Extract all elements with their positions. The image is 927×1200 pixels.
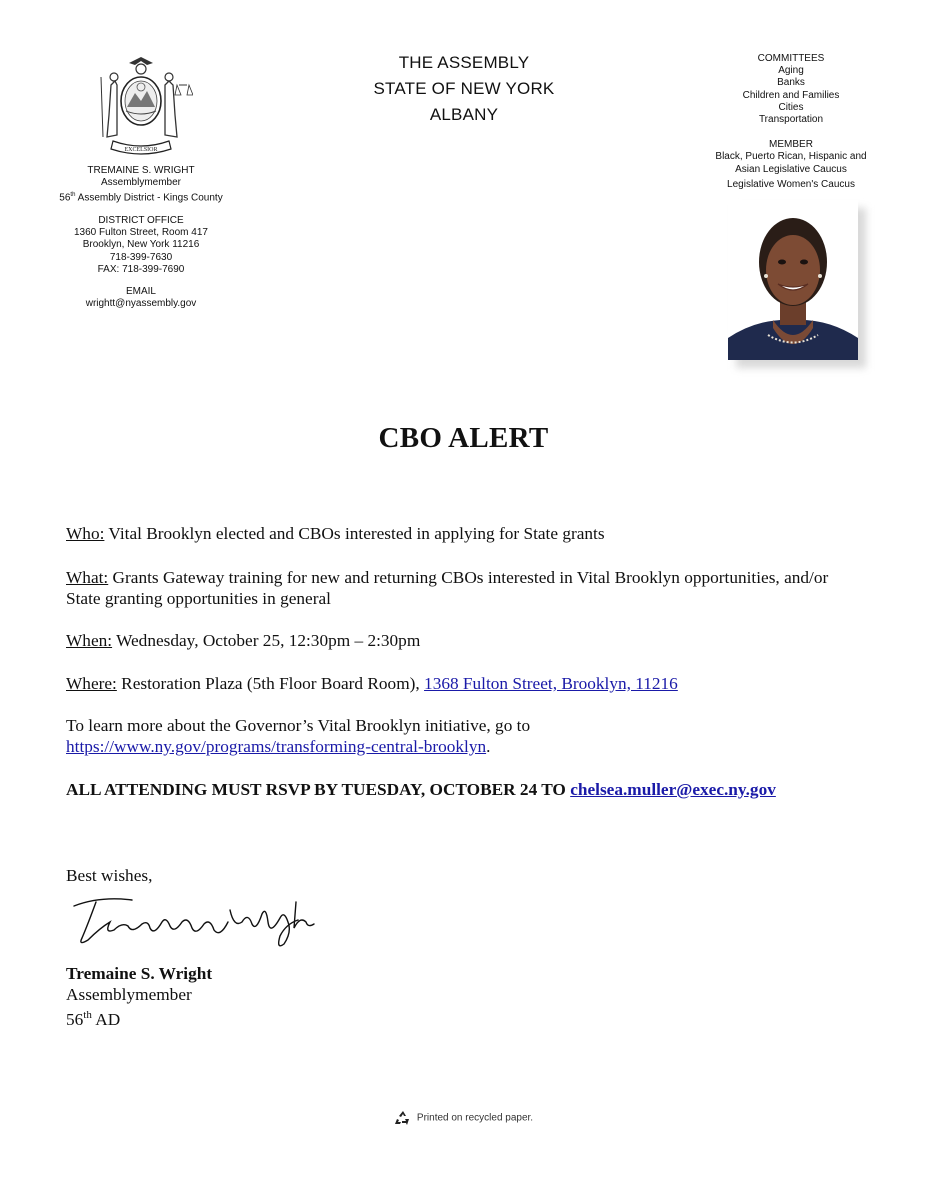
learn-more-period: . [486,737,491,756]
signature-image [70,892,320,954]
office-address-line2: Brooklyn, New York 11216 [82,239,200,251]
member-name: TREMAINE S. WRIGHT [87,165,195,176]
recycle-icon [394,1110,412,1126]
right-header [700,53,882,191]
learn-more-text: To learn more about the Governor’s Vital Brooklyn initiative, go to [66,716,531,735]
office-phone: 718-399-7630 [109,251,173,263]
what-label: What: [66,568,109,587]
closing-district: 56th AD [66,1009,121,1029]
state-seal-icon [89,55,193,159]
member-heading: MEMBER [769,139,813,151]
initiative-link[interactable]: https://www.ny.gov/programs/transforming-central-brooklyn [66,737,487,756]
member-portrait [728,200,858,360]
who-text: Vital Brooklyn elected and CBOs interested in applying for State grants [104,524,605,543]
what-paragraph [66,567,866,609]
rsvp-email-link[interactable]: chelsea.muller@exec.ny.gov [570,780,776,799]
office-fax: FAX: 718-399-7690 [97,263,185,275]
where-text: Restoration Plaza (5th Floor Board Room), [116,674,425,693]
email-heading: EMAIL [125,285,156,297]
where-label: Where: [66,674,117,693]
closing-title: Assemblymember [66,985,192,1004]
caucus-line2: Asian Legislative Caucus [735,163,847,175]
footer [0,1110,927,1126]
who-label: Who: [66,524,105,543]
member-district: 56th Assembly District - Kings County [59,192,223,204]
left-header [40,55,242,310]
page-title: CBO ALERT [378,422,549,454]
rsvp-text: ALL ATTENDING MUST RSVP BY TUESDAY, OCTOBER 24 TO [66,780,571,799]
committee-item: Children and Families [742,89,840,101]
caucus-line3: Legislative Women's Caucus [727,178,855,190]
when-paragraph [66,630,866,651]
committees-heading: COMMITTEES [757,53,825,64]
learn-more-paragraph [66,715,866,757]
member-title: Assemblymember [100,177,182,189]
committee-item: Aging [778,65,804,77]
what-text: Grants Gateway training for new and returning CBOs interested in Vital Brooklyn opportunities, and/or State granting opportunities in general [66,568,829,608]
caucus-line1: Black, Puerto Rican, Hispanic and [715,151,867,163]
rsvp-paragraph [66,779,866,800]
letterhead-line3: ALBANY [429,105,499,124]
member-email: wrightt@nyassembly.gov [85,298,197,310]
address-link[interactable]: 1368 Fulton Street, Brooklyn, 11216 [424,674,678,693]
svg-text:EXCELSIOR: EXCELSIOR [124,147,158,153]
who-paragraph [66,523,866,544]
district-office-heading: DISTRICT OFFICE [98,214,184,226]
footer-text: Printed on recycled paper. [416,1112,534,1124]
committee-item: Banks [777,77,805,89]
closing-name: Tremaine S. Wright [66,964,213,983]
when-label: When: [66,631,113,650]
portrait-photo-icon [728,200,858,360]
committee-item: Transportation [758,114,824,126]
letterhead-line2: STATE OF NEW YORK [373,79,555,98]
where-paragraph [66,673,866,694]
office-address-line1: 1360 Fulton Street, Room 417 [74,227,208,239]
letterhead-title [330,50,598,128]
committee-item: Cities [778,101,804,113]
letterhead-line1: THE ASSEMBLY [398,53,530,72]
closing-greeting: Best wishes, [66,866,153,885]
when-text: Wednesday, October 25, 12:30pm – 2:30pm [112,631,421,650]
